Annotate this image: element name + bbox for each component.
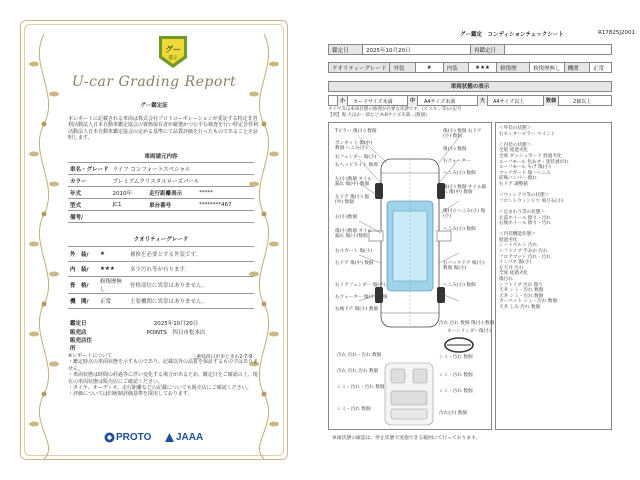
engine-grade-value: 正常	[98, 294, 128, 309]
description-item: 左前ホイール 擦り・汚れ	[499, 215, 551, 221]
damage-label: 傷(小) 数個 右ドア(小) 数個	[443, 129, 482, 140]
sheet-engine-value: 正常	[590, 63, 612, 73]
table-row	[68, 199, 254, 211]
table-row	[68, 187, 254, 199]
certificate-subtitle: グー鑑定証	[140, 103, 168, 109]
size-large-desc: A4サイズ以上	[493, 99, 525, 105]
sheet-report-id: R17825J2001	[598, 30, 635, 36]
description-item: ルーフモール 色あせ・塗装剥がれ	[499, 159, 569, 165]
svg-text:鑑定: 鑑定	[168, 56, 178, 61]
damage-label: ボンネット 傷(中) 数個 へこみ(小)	[335, 141, 373, 152]
vehicle-section-heading: 車両請元内容	[144, 154, 178, 160]
description-item: カーペット シミ・汚れ 数個	[499, 299, 558, 305]
sheet-frame-label: 修復歴	[497, 63, 530, 73]
inspection-date-label: 鑑定日	[70, 320, 87, 327]
certificate-script-title: U-car Grading Report	[71, 74, 237, 90]
quality-grade-table	[68, 246, 254, 309]
description-item: フロントウィンドウ 飛び石(小)	[499, 198, 564, 204]
size-medium-desc: A4サイズ未満	[424, 99, 456, 105]
certificate-intro-text: 本レポートに記載される車両は株式会社プロトコーポレーションが委託する特定非営利活動法人日本自動車鑑定協会の資格保有者が厳選かつ公平な検査を行い特定非営利活動法人日本自動車鑑定協会の定める基準にて品質評価を行ったものであることを証明します。	[68, 116, 259, 142]
mileage-value: *****	[197, 187, 254, 199]
sheet-grade-label: クオリティーグレード	[329, 63, 390, 73]
description-item: 全般 経過劣化	[499, 148, 529, 154]
description-item: ＜足まわり等の状態＞	[499, 209, 545, 215]
frame-grade-label: 骨 格/	[68, 277, 98, 294]
sheet-exterior-label: 外装	[390, 63, 415, 73]
frame-grade-text: 骨格部位に異常はありません。	[128, 277, 254, 294]
frame-number-value: ********467	[197, 199, 254, 211]
quality-grade-row	[328, 62, 612, 73]
damage-label: 右後ドア 傷(小) 数個	[335, 307, 379, 312]
description-item: 全席 経過劣化	[499, 271, 529, 277]
size-medium-key: 中	[407, 96, 418, 106]
damage-label: 右フェンダー 傷(小)	[335, 155, 377, 160]
color-label: カラー	[68, 175, 111, 187]
vehicle-info-table	[68, 162, 254, 223]
engine-grade-text: 主要機関に異常はありません。	[128, 294, 254, 309]
sheet-date-value: 2025年10月20日	[363, 45, 471, 55]
description-item: シートベルト 汚れ	[499, 243, 538, 249]
damage-label: 右ヘッドライト 修理	[335, 163, 378, 168]
interior-label: 汚れ 汚れ 汚れ 数個	[337, 369, 379, 374]
size-large-key: 大	[477, 96, 488, 106]
sheet-frame-value: 修復歴無し	[530, 63, 565, 73]
size-count-key: 数個	[543, 96, 559, 106]
damage-label: へこみ(小) 数個	[443, 171, 476, 176]
interior-label: シミ・汚れ 数個	[439, 355, 473, 360]
damage-label: 右スカート 傷(小)	[335, 249, 373, 254]
size-count-desc: 2個以上	[573, 99, 592, 105]
description-item: 前後バンパー 擦れ	[499, 176, 537, 182]
description-item: ＜ウィンドウ等の状態＞	[499, 193, 550, 199]
sheet-exterior-value: ★	[415, 63, 443, 73]
damage-label: 右クォーター	[443, 159, 471, 164]
table-row	[68, 294, 254, 309]
quality-section-heading: クオリティーグレード	[133, 237, 189, 243]
interior-label: シミ・汚れ・汚れ 数個	[337, 385, 385, 390]
color-value: プレミアムクリスタルローズパール	[111, 175, 254, 187]
model-grade-value: ライフ コンフォートスペシャル	[111, 163, 254, 175]
sheet-reinspection-value	[505, 45, 612, 55]
description-item: インパネ 傷(小)	[499, 260, 532, 266]
damage-label: 傷(小) へこみ(小) 傷(小)	[443, 209, 486, 220]
damage-label: 左(小)数個 オイル漏れ 傷(中) 数個	[335, 177, 372, 188]
description-item: 天井 しみ 汚れ 数個	[499, 305, 541, 310]
sheet-legend-text: タイヤ等は車両状態の修理が必要な状態です。(ビスキン等)の記号 【例】傷 大ほか一部など:A-Bサイズ未満...(数個)	[328, 107, 462, 118]
table-row	[68, 175, 254, 187]
table-row	[329, 63, 612, 73]
interior-grade-text: 多少汚れ等が有ります。	[128, 262, 254, 277]
jaaa-logo-icon	[164, 432, 175, 443]
frame-grade-value: 修復歴無し	[98, 277, 128, 294]
year-value: 2010年	[111, 187, 148, 199]
mileage-label: 走行距離表示	[147, 187, 197, 199]
car-damage-diagram	[328, 122, 495, 430]
table-row	[68, 327, 254, 336]
sheet-header-table	[328, 44, 612, 55]
remarks-value	[111, 211, 254, 223]
model-code-label: 型式	[68, 199, 111, 211]
description-item: シフトノブ 手あか 汚れ	[499, 249, 548, 255]
damage-label: 傷(小) 数個	[443, 147, 467, 152]
table-row	[68, 277, 254, 294]
year-label: 年式	[68, 187, 111, 199]
interior-grade-label: 内 装/	[68, 262, 98, 277]
size-small-desc: カードサイズ未満	[353, 99, 393, 105]
interior-label: キーシリンダー傷(小)	[447, 329, 492, 334]
description-item: 天井 シミ・汚れ 数個	[499, 293, 544, 299]
description-item: ルーフモール もげ 傷(小)	[499, 165, 551, 171]
exterior-grade-text: 補修を必要とする外装です。	[128, 247, 254, 262]
report-notes: ※レポートについて ・鑑定時点の車両状態を示すものであり、記載以外の品質を保証するものではありません。 ・車両状態は時間の経過等に伴い変化する場合があるため、鑑定日をご確認の上、現在の車両状態は販売店にご確認ください。 ・タイヤ、オーディオ、走行距離などの記載についても販売店にご確認ください。 ・評価については旧統制評価基準を採用しております。	[68, 353, 259, 398]
sheet-reinspection-label: 再鑑定日	[471, 45, 505, 55]
description-item: 経過劣化	[499, 237, 518, 243]
interior-label: シミ・汚れ 数個	[337, 407, 371, 412]
size-small-key: 小	[337, 96, 348, 106]
description-item: ＜内装の状態＞	[499, 142, 532, 148]
table-row	[68, 336, 254, 352]
damage-label: へこみ(小) 数個	[443, 227, 476, 232]
sheet-title: グー鑑定 コンディションチェックシート	[460, 32, 564, 38]
description-item: 左天井 汚れ	[499, 265, 524, 271]
description-item: 右後ホイール 擦り・汚れ	[499, 221, 551, 227]
dealer-address-value: 三重県四日市市ときわ2-7-9	[191, 355, 252, 360]
interior-label: 汚れ(小) 数個	[439, 411, 468, 416]
remarks-label: 備考/	[68, 211, 111, 223]
damage-label: 右ドア 傷(中) 数個	[335, 261, 374, 266]
table-row	[68, 318, 254, 327]
description-item: ＜内装機能状態＞	[499, 232, 536, 238]
description-item: シフトノブ 汚れ 擦り	[499, 282, 543, 288]
damage-label: 右バックドア 傷(小) 数個 傷(小)	[443, 261, 485, 272]
exterior-grade-stars: ★	[98, 247, 128, 262]
dealer-name: POINTS 四日市松本店	[146, 329, 206, 336]
exterior-grade-label: 外 装/	[68, 247, 98, 262]
sheet-engine-label: 機関	[564, 63, 589, 73]
table-row	[68, 247, 254, 262]
damage-label: Tピラー 傷(小) 数個	[335, 129, 377, 134]
interior-label: 汚れ 汚れ 数個 傷(小) 数個	[439, 321, 495, 326]
description-item: 全席 ダッシュボード 経過劣化	[499, 153, 562, 159]
goo-seal-logo-icon	[153, 32, 193, 72]
description-item: 傷汚れ	[499, 277, 513, 283]
table-row	[68, 163, 254, 175]
sheet-interior-value: ★★★	[469, 63, 497, 73]
condition-section-heading: 車両状態の表示	[328, 81, 612, 92]
dealer-label: 販売店	[70, 329, 87, 336]
proto-logo-icon	[104, 432, 115, 443]
description-item: マッドガード 傷・へこみ	[499, 170, 551, 176]
damage-label: 左ドア 傷(小) 傷(中) 数個	[335, 195, 369, 206]
sheet-date-label: 鑑定日	[329, 45, 363, 55]
damage-label: 右(小)数個	[335, 215, 357, 220]
inspection-date-value: 2025年10月20日	[153, 320, 199, 327]
interior-grade-stars: ★★★	[98, 262, 128, 277]
jaaa-logo-text: JAAA	[176, 432, 204, 443]
sheet-interior-label: 内装	[443, 63, 468, 73]
model-code-value: JC1	[111, 199, 148, 211]
damage-label: 右クォーター 傷(小) 数個	[335, 295, 388, 300]
interior-label: 汚れ 汚れ・汚れ 数個	[337, 353, 382, 358]
description-item: 右ドア 調整値	[499, 181, 528, 187]
sheet-footnote: 車両状態の確認は、停止状態で実施できる範囲にて行っております。	[332, 436, 481, 441]
damage-label: 右リアフェンダー 傷(小)	[335, 283, 386, 288]
grading-certificate	[4, 4, 304, 476]
description-item: ＜外装の状態＞	[499, 126, 532, 131]
table-row	[68, 211, 254, 223]
interior-label: シミ・汚れ 数個	[439, 373, 473, 378]
frame-number-label: 車台番号	[147, 199, 197, 211]
dealer-address-label: 販売店住所	[70, 338, 93, 352]
description-item: 天井 シミ・汚れ 数個	[499, 288, 544, 294]
damage-label: へこみ(小) 数個	[443, 283, 476, 288]
interior-label: シミ・汚れ 数個	[439, 389, 473, 394]
proto-logo-text: PROTO	[116, 432, 152, 443]
damage-label: 傷(小) 数個 オイル漏れ 傷(中) 数個	[443, 185, 487, 196]
table-row	[68, 262, 254, 277]
damage-size-legend	[328, 95, 612, 106]
condition-description-list	[495, 122, 612, 430]
table-row	[329, 45, 612, 55]
description-item: 右センターピラー ペイント	[499, 131, 556, 137]
svg-text:グー: グー	[165, 45, 181, 54]
model-grade-label: 車名・グレード	[68, 163, 111, 175]
engine-grade-label: 機 関/	[68, 294, 98, 309]
damage-label: 傷(小)数個 オイル漏れ 傷(小)数個	[335, 229, 372, 240]
description-item: フロアマット 汚れ・汚れ	[499, 254, 551, 260]
